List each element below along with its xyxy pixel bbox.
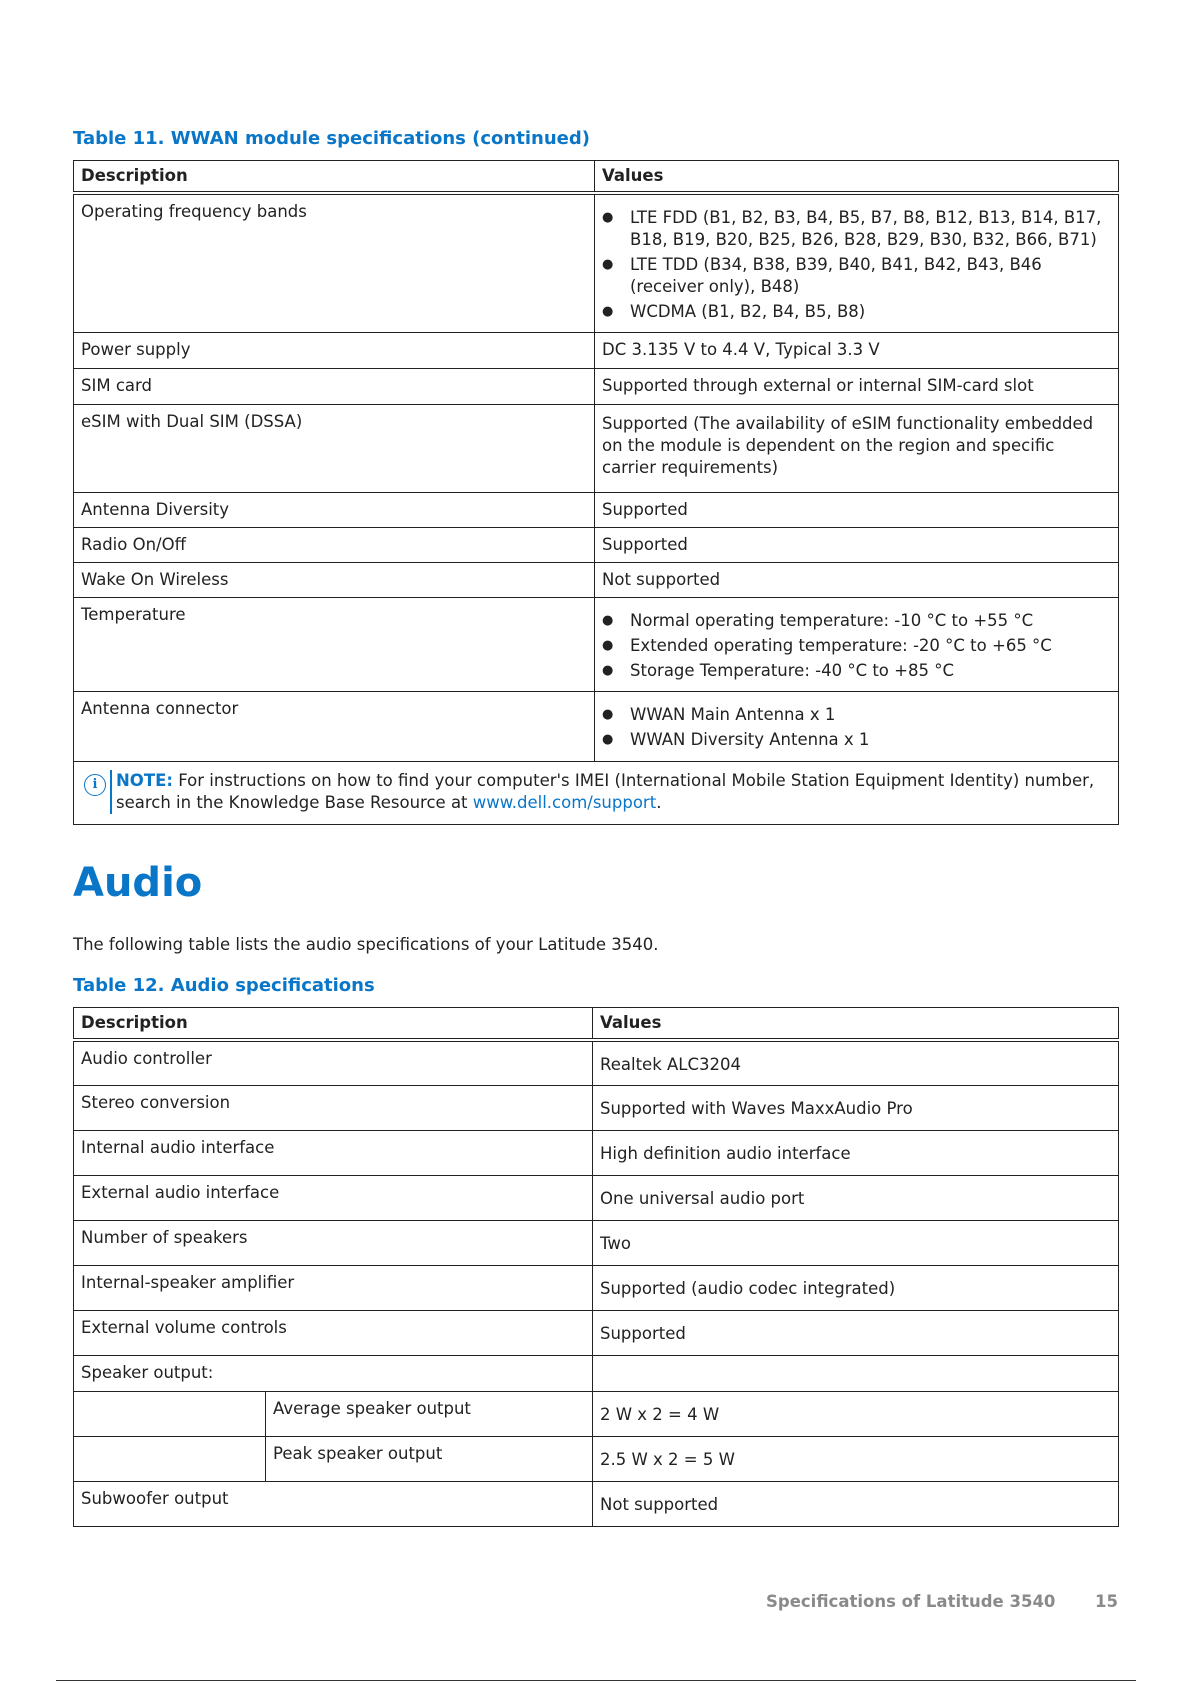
row-value — [593, 1355, 1119, 1391]
row-description: Temperature — [74, 598, 595, 692]
row-value: 2 W x 2 = 4 W — [593, 1391, 1119, 1436]
row-sub-description: Peak speaker output — [266, 1436, 593, 1481]
header-description: Description — [74, 1008, 593, 1041]
dell-support-link[interactable]: www.dell.com/support — [472, 793, 657, 812]
audio-spec-table — [73, 1007, 1119, 1527]
row-value: Supported through external or internal SIM-card slot — [595, 369, 1119, 405]
row-description: Stereo conversion — [74, 1085, 593, 1130]
row-value: Realtek ALC3204 — [593, 1040, 1119, 1085]
note-text — [116, 770, 1108, 814]
table-row — [74, 1481, 1119, 1526]
row-value: Supported with Waves MaxxAudio Pro — [593, 1085, 1119, 1130]
row-value: One universal audio port — [593, 1175, 1119, 1220]
row-value: Supported — [595, 493, 1119, 528]
note-divider — [110, 770, 112, 814]
note-row — [74, 762, 1119, 825]
row-value: High definition audio interface — [593, 1130, 1119, 1175]
wwan-spec-table — [73, 160, 1119, 825]
list-item: ● Storage Temperature: -40 °C to +85 °C — [630, 660, 1111, 682]
footer-divider — [56, 1680, 1136, 1681]
list-item: ● WCDMA (B1, B2, B4, B5, B8) — [630, 301, 1111, 323]
row-sub-description: Average speaker output — [266, 1391, 593, 1436]
row-values — [595, 193, 1119, 333]
row-value: Supported (audio codec integrated) — [593, 1265, 1119, 1310]
row-description: Operating frequency bands — [74, 193, 595, 333]
list-item: ● WWAN Main Antenna x 1 — [630, 704, 1111, 726]
bullet-list — [602, 704, 1111, 751]
table-row — [74, 692, 1119, 762]
row-description: Subwoofer output — [74, 1481, 593, 1526]
table-row — [74, 1391, 1119, 1436]
row-value: Supported — [593, 1310, 1119, 1355]
info-icon: i — [84, 774, 106, 796]
empty-cell — [74, 1436, 266, 1481]
table-row — [74, 1130, 1119, 1175]
table-row — [74, 1085, 1119, 1130]
row-description: Power supply — [74, 333, 595, 369]
row-description: Speaker output: — [74, 1355, 593, 1391]
footer-title: Specifications of Latitude 3540 — [766, 1592, 1056, 1611]
note-label: NOTE: — [116, 771, 173, 790]
row-description: Number of speakers — [74, 1220, 593, 1265]
list-item: ● Normal operating temperature: -10 °C to +55 °C — [630, 610, 1111, 632]
table-row — [74, 369, 1119, 405]
table-row — [74, 563, 1119, 598]
row-value: Supported — [595, 528, 1119, 563]
table-row — [74, 193, 1119, 333]
header-description: Description — [74, 161, 595, 194]
row-value: 2.5 W x 2 = 5 W — [593, 1436, 1119, 1481]
row-description: SIM card — [74, 369, 595, 405]
note-end: . — [656, 793, 662, 812]
row-description: Antenna Diversity — [74, 493, 595, 528]
row-description: Audio controller — [74, 1040, 593, 1085]
note-box — [84, 770, 1108, 814]
row-description: Internal audio interface — [74, 1130, 593, 1175]
row-value: DC 3.135 V to 4.4 V, Typical 3.3 V — [595, 333, 1119, 369]
row-value: Supported (The availability of eSIM functionality embedded on the module is dependent on the region and specific carrier requirements) — [595, 405, 1119, 493]
table-row — [74, 1220, 1119, 1265]
note-body: For instructions on how to find your computer's IMEI (International Mobile Station Equipment Identity) number, search in the Knowledge Base Resource at — [116, 771, 1095, 812]
list-item: ● WWAN Diversity Antenna x 1 — [630, 729, 1111, 751]
table-row — [74, 1175, 1119, 1220]
table-header-row — [74, 161, 1119, 194]
table-row — [74, 1310, 1119, 1355]
audio-heading: Audio — [73, 860, 203, 906]
table-row — [74, 1355, 1119, 1391]
row-value: Not supported — [593, 1481, 1119, 1526]
row-description: External volume controls — [74, 1310, 593, 1355]
empty-cell — [74, 1391, 266, 1436]
row-values — [595, 598, 1119, 692]
row-values — [595, 692, 1119, 762]
row-description: eSIM with Dual SIM (DSSA) — [74, 405, 595, 493]
table-row — [74, 1040, 1119, 1085]
audio-table-caption: Table 12. Audio specifications — [73, 975, 375, 996]
note-cell — [74, 762, 1119, 825]
row-value: Two — [593, 1220, 1119, 1265]
list-item: ● LTE TDD (B34, B38, B39, B40, B41, B42, B43, B46 (receiver only), B48) — [630, 254, 1111, 298]
page-number: 15 — [1095, 1592, 1118, 1611]
row-description: Wake On Wireless — [74, 563, 595, 598]
table-row — [74, 1265, 1119, 1310]
row-description: Internal-speaker amplifier — [74, 1265, 593, 1310]
table-row — [74, 493, 1119, 528]
header-values: Values — [593, 1008, 1119, 1041]
list-item: ● LTE FDD (B1, B2, B3, B4, B5, B7, B8, B12, B13, B14, B17, B18, B19, B20, B25, B26, B28, B29, B30, B32, B66, B71) — [630, 207, 1111, 251]
table-row — [74, 405, 1119, 493]
row-description: Antenna connector — [74, 692, 595, 762]
bullet-list — [602, 610, 1111, 682]
row-description: External audio interface — [74, 1175, 593, 1220]
table-row — [74, 528, 1119, 563]
bullet-list — [602, 207, 1111, 323]
table-header-row — [74, 1008, 1119, 1041]
row-description: Radio On/Off — [74, 528, 595, 563]
table-row — [74, 333, 1119, 369]
table-row — [74, 1436, 1119, 1481]
wwan-table-caption: Table 11. WWAN module specifications (continued) — [73, 128, 590, 149]
list-item: ● Extended operating temperature: -20 °C to +65 °C — [630, 635, 1111, 657]
row-value: Not supported — [595, 563, 1119, 598]
audio-intro: The following table lists the audio specifications of your Latitude 3540. — [73, 935, 659, 954]
table-row — [74, 598, 1119, 692]
header-values: Values — [595, 161, 1119, 194]
